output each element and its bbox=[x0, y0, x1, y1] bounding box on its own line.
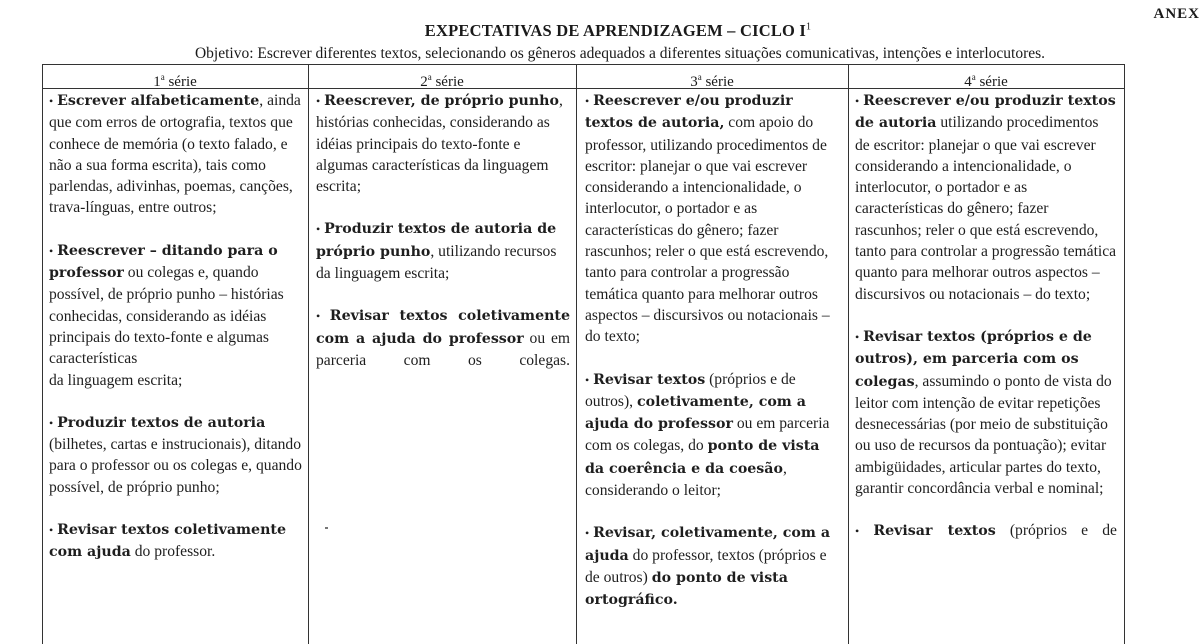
item-emphasis: do ponto de vista ortográfico. bbox=[585, 569, 788, 609]
item-emphasis: Produzir textos de autoria de próprio punho bbox=[316, 221, 557, 260]
item-emphasis: Revisar textos (próprios e de outros), em parceria com os colegas bbox=[855, 328, 1092, 390]
list-item bbox=[49, 90, 302, 219]
annex-label: ANEX bbox=[1153, 6, 1200, 22]
objective-text: Objetivo: Escrever diferentes textos, selecionando os gêneros adequados a diferentes situações comunicativas, intenções e interlocutores. bbox=[194, 45, 1046, 62]
list-item bbox=[585, 522, 841, 611]
item-emphasis: Reescrever – ditando para o professor bbox=[49, 242, 278, 282]
bullet-icon: • bbox=[49, 94, 54, 108]
item-text: (bilhetes, cartas e instrucionais), ditando para o professor ou os colegas e, quando possível, de próprio punho; bbox=[49, 436, 302, 496]
bullet-icon: • bbox=[316, 309, 321, 324]
header-bottom-border bbox=[42, 88, 1125, 89]
item-text: (próprios e de outros), bbox=[585, 370, 796, 410]
bullet-icon: • bbox=[585, 94, 590, 108]
header-num: 3 bbox=[690, 74, 698, 90]
table-top-border bbox=[42, 64, 1125, 65]
header-ordinal: a bbox=[427, 72, 432, 82]
item-text: utilizando procedimentos de escritor: planejar o que vai escrever considerando a intencionalidade, o interlocutor, o portador e as características do gênero; fazer rascunhos; reler o que está escrevendo, tanto para controlar a progressão temática quanto para melhorar outros aspectos – discursivos ou notacionais – do texto; bbox=[855, 114, 1117, 303]
title-text: EXPECTATIVAS DE APRENDIZAGEM – CICLO I bbox=[424, 21, 806, 40]
column-header-3 bbox=[576, 66, 848, 88]
header-label: série bbox=[164, 74, 197, 90]
header-ordinal: a bbox=[697, 72, 702, 82]
item-emphasis: ponto de vista da coerência e da coesão bbox=[585, 438, 820, 477]
item-text: , assumindo o ponto de vista do leitor com intenção de evitar repetições desnecessárias (por meio de substituição ou uso de recursos da pontuação); evitar ambigüidades, articular partes do texto, garantir concordância verbal e nominal; bbox=[855, 372, 1112, 498]
column-header-4 bbox=[848, 66, 1124, 88]
item-text: com apoio do professor, utilizando procedimentos de escritor: planejar o que vai escrever considerando a intencionalidade, o interlocutor, o portador e as características do gênero; fazer rascunhos; reler o que está escrevendo, tanto para controlar a progressão temática quanto para melhorar outros aspectos – discursivos ou notacionais – do texto; bbox=[585, 114, 830, 346]
item-text: , considerando o leitor; bbox=[585, 459, 787, 500]
document-title bbox=[0, 21, 1200, 41]
bullet-icon: • bbox=[855, 329, 860, 344]
item-text: ou em parceria com os colegas. bbox=[316, 329, 570, 369]
item-text: do professor, textos (próprios e de outros) bbox=[585, 546, 827, 586]
bullet-icon: • bbox=[585, 526, 590, 541]
bullet-icon: • bbox=[855, 94, 860, 108]
header-num: 2 bbox=[420, 74, 428, 90]
item-emphasis: Revisar textos coletivamente com ajuda bbox=[49, 522, 286, 561]
column-divider-1 bbox=[308, 64, 309, 644]
header-num: 1 bbox=[153, 74, 161, 90]
list-item bbox=[855, 326, 1117, 499]
item-emphasis: Revisar, coletivamente, com a ajuda bbox=[585, 525, 831, 564]
column-1-content bbox=[49, 90, 302, 585]
item-text: do professor. bbox=[130, 543, 216, 561]
item-emphasis: Revisar textos bbox=[873, 523, 996, 540]
bullet-icon: • bbox=[49, 243, 54, 258]
item-emphasis: Produzir textos de autoria bbox=[57, 414, 266, 431]
list-item bbox=[49, 240, 302, 391]
column-divider-3 bbox=[848, 64, 849, 644]
title-footnote-mark: 1 bbox=[806, 21, 812, 33]
item-text: ou em parceria com os colegas, do bbox=[585, 415, 830, 455]
expectations-table bbox=[42, 64, 1125, 644]
item-emphasis: Revisar textos coletivamente com a ajuda do professor bbox=[316, 308, 570, 347]
list-item bbox=[49, 412, 302, 498]
column-header-1 bbox=[42, 66, 308, 88]
list-item bbox=[49, 519, 302, 564]
bullet-icon: • bbox=[585, 372, 590, 387]
column-header-2 bbox=[308, 66, 576, 88]
list-item bbox=[585, 369, 841, 502]
header-num: 4 bbox=[964, 74, 972, 90]
table-left-border bbox=[42, 64, 43, 644]
list-item bbox=[316, 90, 570, 197]
item-emphasis: coletivamente, com a ajuda do professor bbox=[585, 393, 806, 433]
list-item bbox=[855, 520, 1117, 542]
header-label: série bbox=[975, 74, 1008, 90]
column-4-content bbox=[855, 90, 1117, 564]
item-text: (próprios e de bbox=[995, 522, 1117, 540]
header-ordinal: a bbox=[160, 72, 165, 82]
item-text: da linguagem escrita; bbox=[49, 371, 183, 389]
bullet-icon: • bbox=[49, 523, 54, 538]
bullet-icon: • bbox=[316, 94, 321, 108]
list-item bbox=[316, 218, 570, 284]
item-text: ou colegas e, quando possível, de próprio punho – histórias conhecidas, considerando as idéias principais do texto-fonte e algumas características bbox=[49, 264, 284, 368]
list-item bbox=[316, 305, 570, 371]
bullet-icon: • bbox=[855, 524, 860, 539]
header-ordinal: a bbox=[971, 72, 976, 82]
bullet-icon: • bbox=[316, 222, 321, 237]
scan-speck bbox=[325, 527, 328, 529]
list-item bbox=[585, 90, 841, 348]
item-emphasis: Escrever alfabeticamente bbox=[57, 93, 260, 109]
header-label: série bbox=[431, 74, 464, 90]
item-emphasis: Revisar textos bbox=[593, 371, 706, 388]
bullet-icon: • bbox=[49, 415, 54, 430]
item-emphasis: Reescrever, de próprio punho bbox=[324, 93, 559, 109]
item-text: , utilizando recursos da linguagem escrita; bbox=[316, 242, 557, 283]
item-text: , histórias conhecidas, considerando as idéias principais do texto-fonte e algumas características da linguagem escrita; bbox=[316, 92, 563, 196]
column-3-content bbox=[585, 90, 841, 633]
table-right-border bbox=[1124, 64, 1125, 644]
column-divider-2 bbox=[576, 64, 577, 644]
item-emphasis: Reescrever e/ou produzir textos de autoria, bbox=[585, 93, 793, 132]
header-label: série bbox=[701, 74, 734, 90]
item-emphasis: Reescrever e/ou produzir textos de autoria bbox=[855, 93, 1116, 132]
item-text: , ainda que com erros de ortografia, textos que conhece de memória (o texto falado, e não a sua forma escrita), tais como parlendas, adivinhas, poemas, canções, trava-línguas, entre outros; bbox=[49, 92, 301, 217]
column-2-content bbox=[316, 90, 570, 392]
list-item bbox=[855, 90, 1117, 305]
